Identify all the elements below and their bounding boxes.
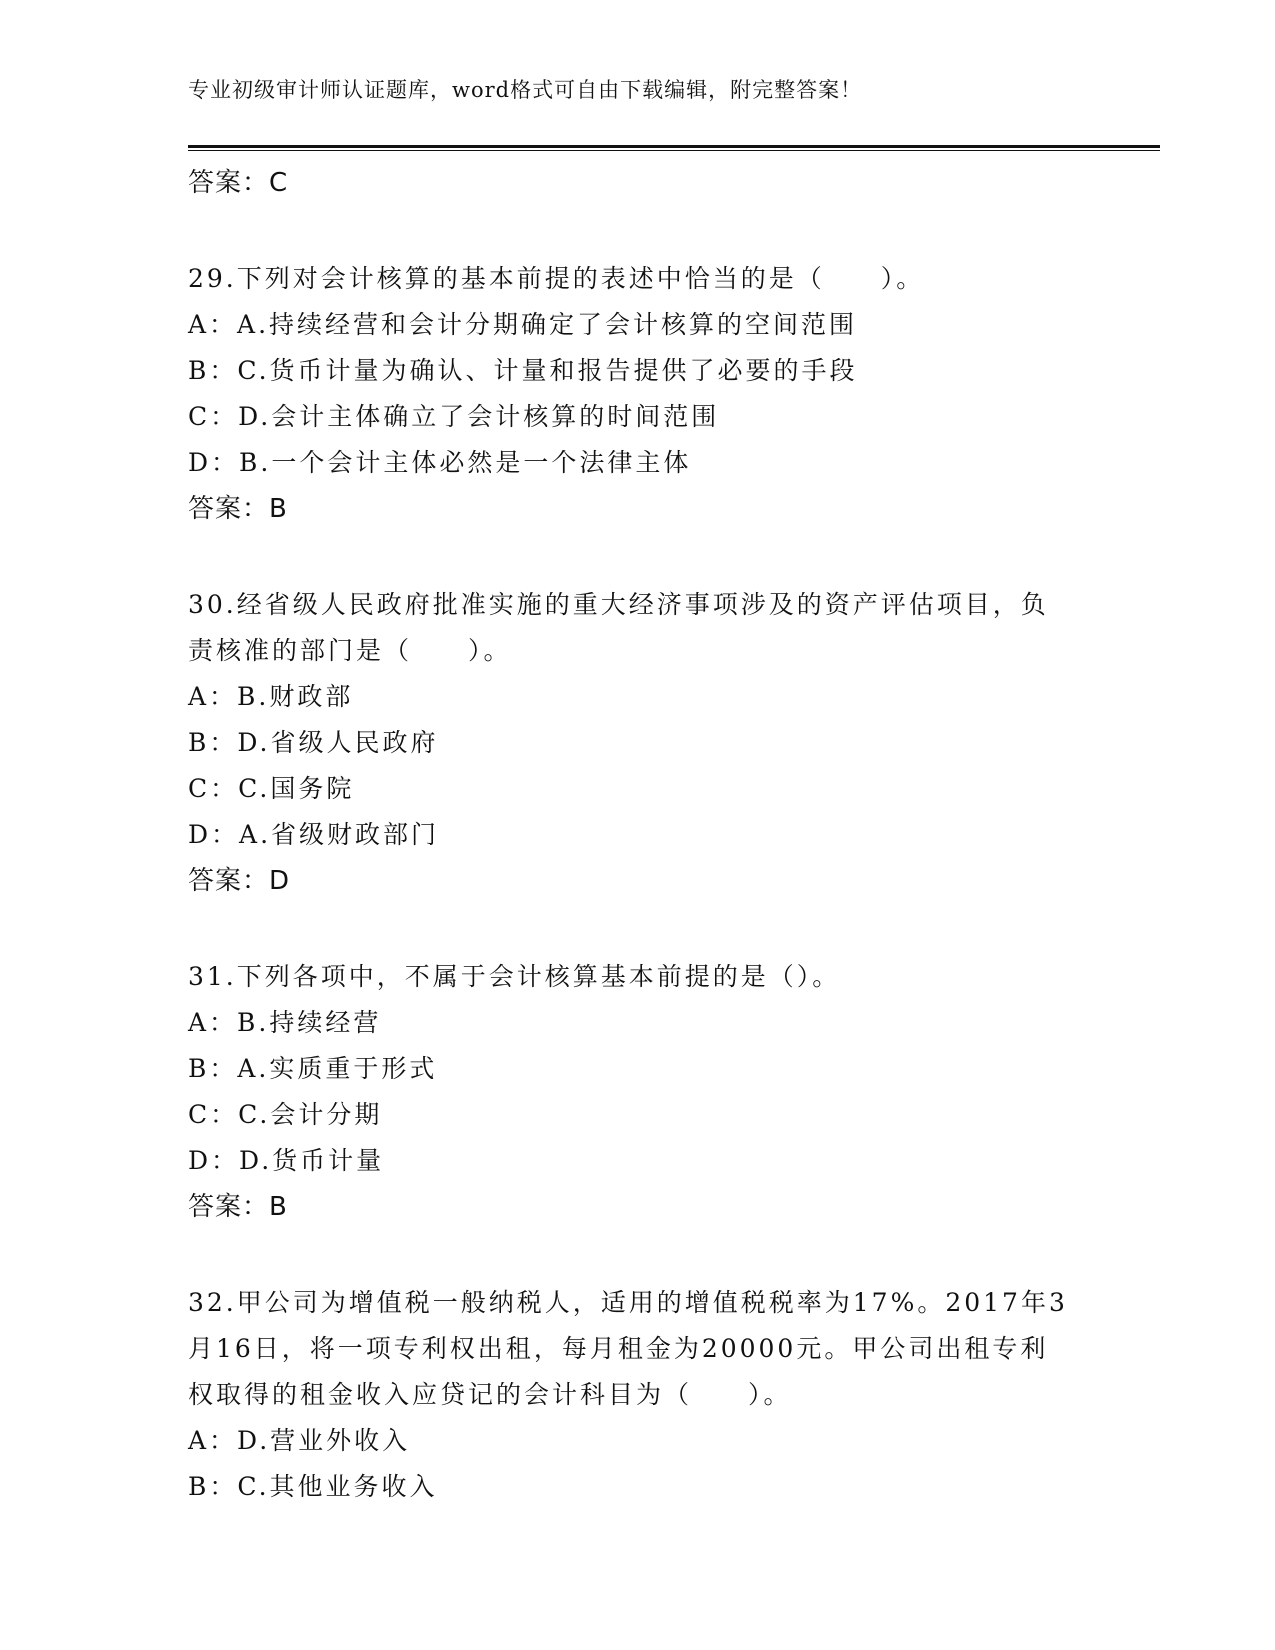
question-text: 31.下列各项中，不属于会计核算基本前提的是（）。 <box>188 962 841 991</box>
answer-line: 答案：C <box>188 168 289 198</box>
answer-line: 答案：D <box>188 866 291 896</box>
option-d: D：D.货币计量 <box>188 1146 385 1175</box>
option-c: C：C.会计分期 <box>188 1100 383 1129</box>
option-b: B：D.省级人民政府 <box>188 728 439 757</box>
option-b: B：C.货币计量为确认、计量和报告提供了必要的手段 <box>188 356 858 385</box>
option-a: A：B.持续经营 <box>188 1008 382 1037</box>
answer-line: 答案：B <box>188 1192 288 1222</box>
option-b: B：A.实质重于形式 <box>188 1054 438 1083</box>
option-c: C：C.国务院 <box>188 774 355 803</box>
page-header: 专业初级审计师认证题库，word格式可自由下载编辑，附完整答案！ <box>188 78 863 102</box>
question-text: 29.下列对会计核算的基本前提的表述中恰当的是（ ）。 <box>188 264 925 293</box>
question-block <box>188 256 1088 532</box>
question-text: 30.经省级人民政府批准实施的重大经济事项涉及的资产评估项目，负责核准的部门是（ ）。 <box>188 590 1049 665</box>
question-text: 32.甲公司为增值税一般纳税人，适用的增值税税率为17%。2017年3月16日，将一项专利权出租，每月租金为20000元。甲公司出租专利权取得的租金收入应贷记的会计科目为（ ）。 <box>188 1288 1068 1409</box>
option-c: C：D.会计主体确立了会计核算的时间范围 <box>188 402 720 431</box>
option-d: D：A.省级财政部门 <box>188 820 440 849</box>
option-d: D：B.一个会计主体必然是一个法律主体 <box>188 448 692 477</box>
option-a: A：A.持续经营和会计分期确定了会计核算的空间范围 <box>188 310 858 339</box>
question-block <box>188 582 1088 904</box>
question-block <box>188 954 1088 1230</box>
option-a: A：B.财政部 <box>188 682 354 711</box>
option-a: A：D.营业外收入 <box>188 1426 411 1455</box>
answer-line: 答案：B <box>188 494 288 524</box>
header-rule-thin <box>188 150 1160 151</box>
question-block <box>188 1280 1088 1510</box>
header-rule-thick <box>188 145 1160 148</box>
option-b: B：C.其他业务收入 <box>188 1472 438 1501</box>
question-list <box>188 160 1088 1510</box>
